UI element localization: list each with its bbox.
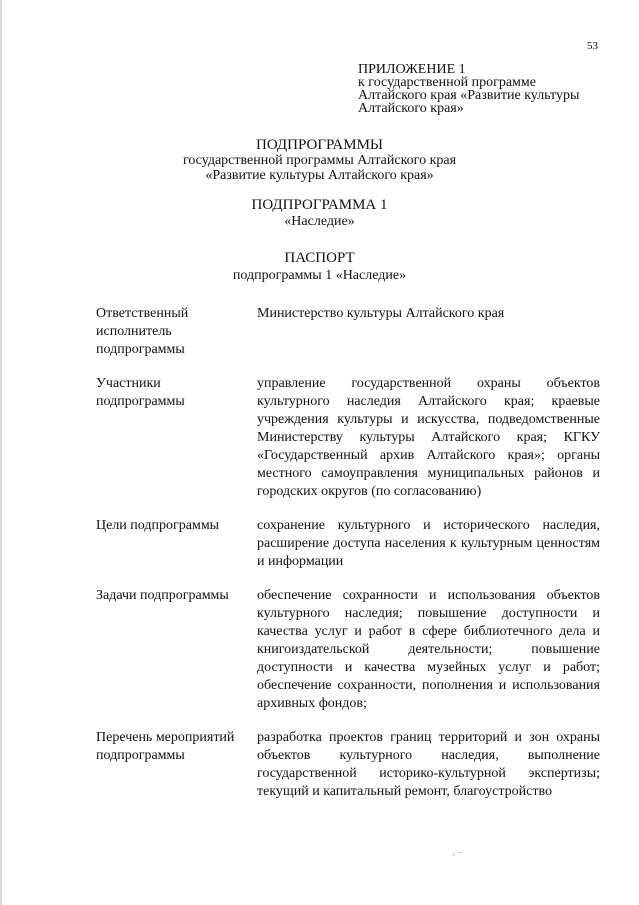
table-row: [96, 587, 600, 729]
passport-subtitle: подпрограммы 1 «Наследие»: [232, 268, 407, 283]
subprogram-heading: ПОДПРОГРАММА 1: [251, 197, 388, 213]
appendix-line: к государственной программе: [358, 75, 536, 90]
table-row: [96, 517, 600, 587]
passport-block: [0, 250, 639, 283]
title-line: «Развитие культуры Алтайского края»: [205, 168, 434, 183]
appendix-block: [358, 63, 579, 115]
title-line: государственной программы Алтайского края: [182, 153, 457, 168]
row-label: Перечень мероприятий подпрограммы: [96, 730, 235, 763]
row-label: Задачи подпрограммы: [96, 588, 229, 603]
subprogram-block: [0, 197, 639, 229]
passport-table: [96, 305, 600, 801]
subprogram-name: «Наследие»: [284, 214, 355, 229]
table-row: [96, 375, 600, 517]
title-block: [0, 137, 639, 183]
row-label: Цели подпрограммы: [96, 518, 220, 533]
appendix-line: ПРИЛОЖЕНИЕ 1: [358, 62, 466, 77]
table-row: [96, 305, 600, 375]
row-value: обеспечение сохранности и использования объектов культурного наследия; повышение доступности и качества услуг и работ в сфере библиотечного дела и книгоиздательской деятельности; повышение доступности и качества музейных услуг и работ; обеспечение сохранности, пополнения и использования архивных фондов;: [257, 588, 600, 711]
scan-edge: [0, 0, 2, 905]
page-number: 53: [587, 40, 598, 52]
row-label: Участники подпрограммы: [96, 376, 185, 409]
table-row: [96, 729, 600, 801]
row-value: Министерство культуры Алтайского края: [257, 306, 505, 321]
appendix-line: Алтайского края «Развитие культуры: [358, 88, 580, 103]
row-label: Ответственный исполнитель подпрограммы: [96, 306, 189, 357]
appendix-line: Алтайского края»: [358, 101, 464, 116]
row-value: управление государственной охраны объектов культурного наследия Алтайского края; краевые учреждения культуры и искусства, подведомственные Министерству культуры Алтайского края; КГКУ «Государственный архив Алтайского края»; органы местного самоуправления муниципальных районов и городских округов (по согласованию): [257, 376, 600, 499]
scan-mark: · ⁻: [452, 850, 464, 861]
passport-heading: ПАСПОРТ: [284, 250, 355, 266]
row-value: сохранение культурного и исторического наследия, расширение доступа населения к культурным ценностям и информации: [257, 518, 600, 569]
row-value: разработка проектов границ территорий и зон охраны объектов культурного наследия, выполнение государственной историко-культурной экспертизы; текущий и капитальный ремонт, благоустройство: [257, 730, 600, 799]
document-title: ПОДПРОГРАММЫ: [255, 137, 384, 153]
